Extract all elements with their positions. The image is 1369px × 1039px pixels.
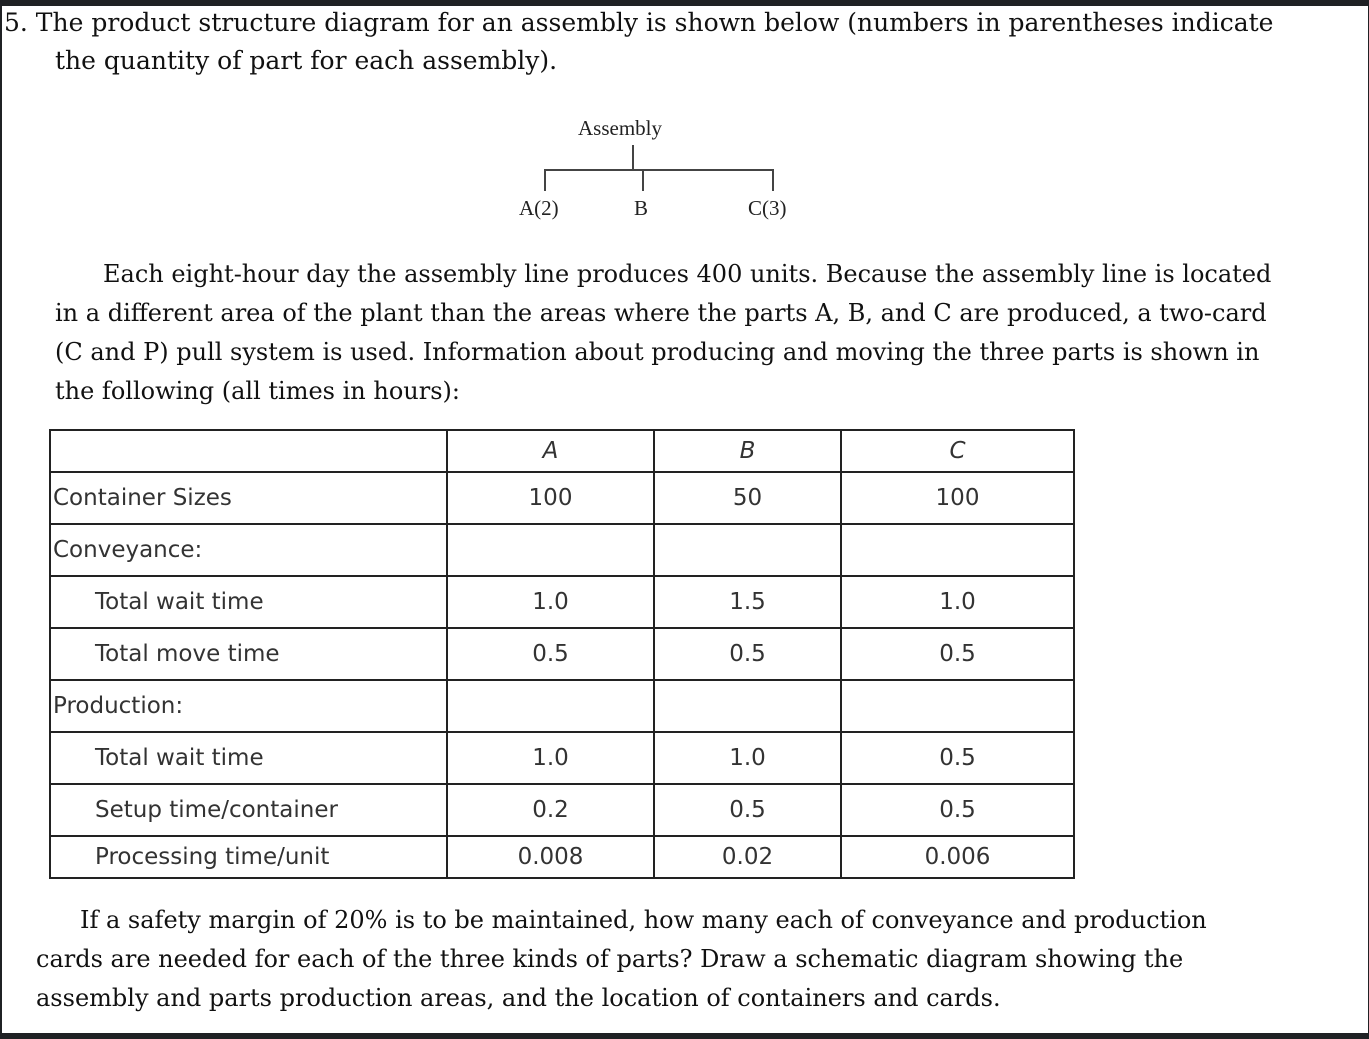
table-row	[50, 472, 1074, 524]
diagram-stem-c	[772, 169, 774, 191]
followup-line-2: cards are needed for each of the three kinds of parts? Draw a schematic diagram showing the	[36, 945, 1184, 973]
cell-b: 0.5	[654, 628, 841, 680]
diagram-root-stem	[632, 145, 634, 171]
cell-b: 0.5	[654, 784, 841, 836]
diagram-child-b: B	[634, 196, 649, 220]
document-page	[2, 6, 1368, 1033]
cell-a: 0.008	[447, 836, 654, 878]
table-header-blank	[50, 430, 447, 472]
cell-a: 0.5	[447, 628, 654, 680]
cell-b: 50	[654, 472, 841, 524]
cell-b	[654, 680, 841, 732]
table-header-row	[50, 430, 1074, 472]
cell-c: 0.5	[841, 784, 1074, 836]
table-row	[50, 732, 1074, 784]
row-label: Container Sizes	[50, 472, 447, 524]
diagram-stem-b	[642, 169, 644, 191]
cell-b: 1.5	[654, 576, 841, 628]
diagram-child-a: A(2)	[519, 196, 559, 220]
table-row	[50, 576, 1074, 628]
row-label: Production:	[50, 680, 447, 732]
cell-c: 0.5	[841, 732, 1074, 784]
paragraph-line-2: in a different area of the plant than the areas where the parts A, B, and C are produced, a two-card	[55, 299, 1267, 327]
table-header-c: C	[841, 430, 1074, 472]
question-line-2: the quantity of part for each assembly).	[55, 46, 558, 75]
table-row	[50, 680, 1074, 732]
cell-c: 0.5	[841, 628, 1074, 680]
table-header-a: A	[447, 430, 654, 472]
cell-c: 100	[841, 472, 1074, 524]
cell-c	[841, 680, 1074, 732]
row-label: Total move time	[50, 628, 447, 680]
row-label: Setup time/container	[50, 784, 447, 836]
question-line-1: 5. The product structure diagram for an assembly is shown below (numbers in parentheses indicate	[4, 8, 1274, 37]
followup-line-1: If a safety margin of 20% is to be maintained, how many each of conveyance and production	[80, 906, 1207, 934]
row-label: Total wait time	[50, 576, 447, 628]
row-label: Conveyance:	[50, 524, 447, 576]
diagram-stem-a	[544, 169, 546, 191]
paragraph-line-1: Each eight-hour day the assembly line produces 400 units. Because the assembly line is located	[103, 260, 1272, 288]
table-row	[50, 784, 1074, 836]
row-label: Total wait time	[50, 732, 447, 784]
cell-a: 0.2	[447, 784, 654, 836]
row-label: Processing time/unit	[50, 836, 447, 878]
cell-a	[447, 680, 654, 732]
cell-c: 1.0	[841, 576, 1074, 628]
table-row	[50, 628, 1074, 680]
cell-c	[841, 524, 1074, 576]
table-row	[50, 836, 1074, 878]
diagram-branch-line	[544, 169, 772, 171]
cell-a: 1.0	[447, 576, 654, 628]
table-header-b: B	[654, 430, 841, 472]
parts-data-table	[49, 429, 1075, 879]
cell-c: 0.006	[841, 836, 1074, 878]
cell-b: 0.02	[654, 836, 841, 878]
paragraph-line-3: (C and P) pull system is used. Information about producing and moving the three parts is shown in	[55, 338, 1260, 366]
cell-a: 100	[447, 472, 654, 524]
table-row	[50, 524, 1074, 576]
paragraph-line-4: the following (all times in hours):	[55, 377, 460, 405]
diagram-root-label: Assembly	[578, 116, 662, 140]
cell-b: 1.0	[654, 732, 841, 784]
cell-b	[654, 524, 841, 576]
followup-line-3: assembly and parts production areas, and the location of containers and cards.	[36, 984, 1001, 1012]
diagram-child-c: C(3)	[748, 196, 787, 220]
cell-a	[447, 524, 654, 576]
cell-a: 1.0	[447, 732, 654, 784]
